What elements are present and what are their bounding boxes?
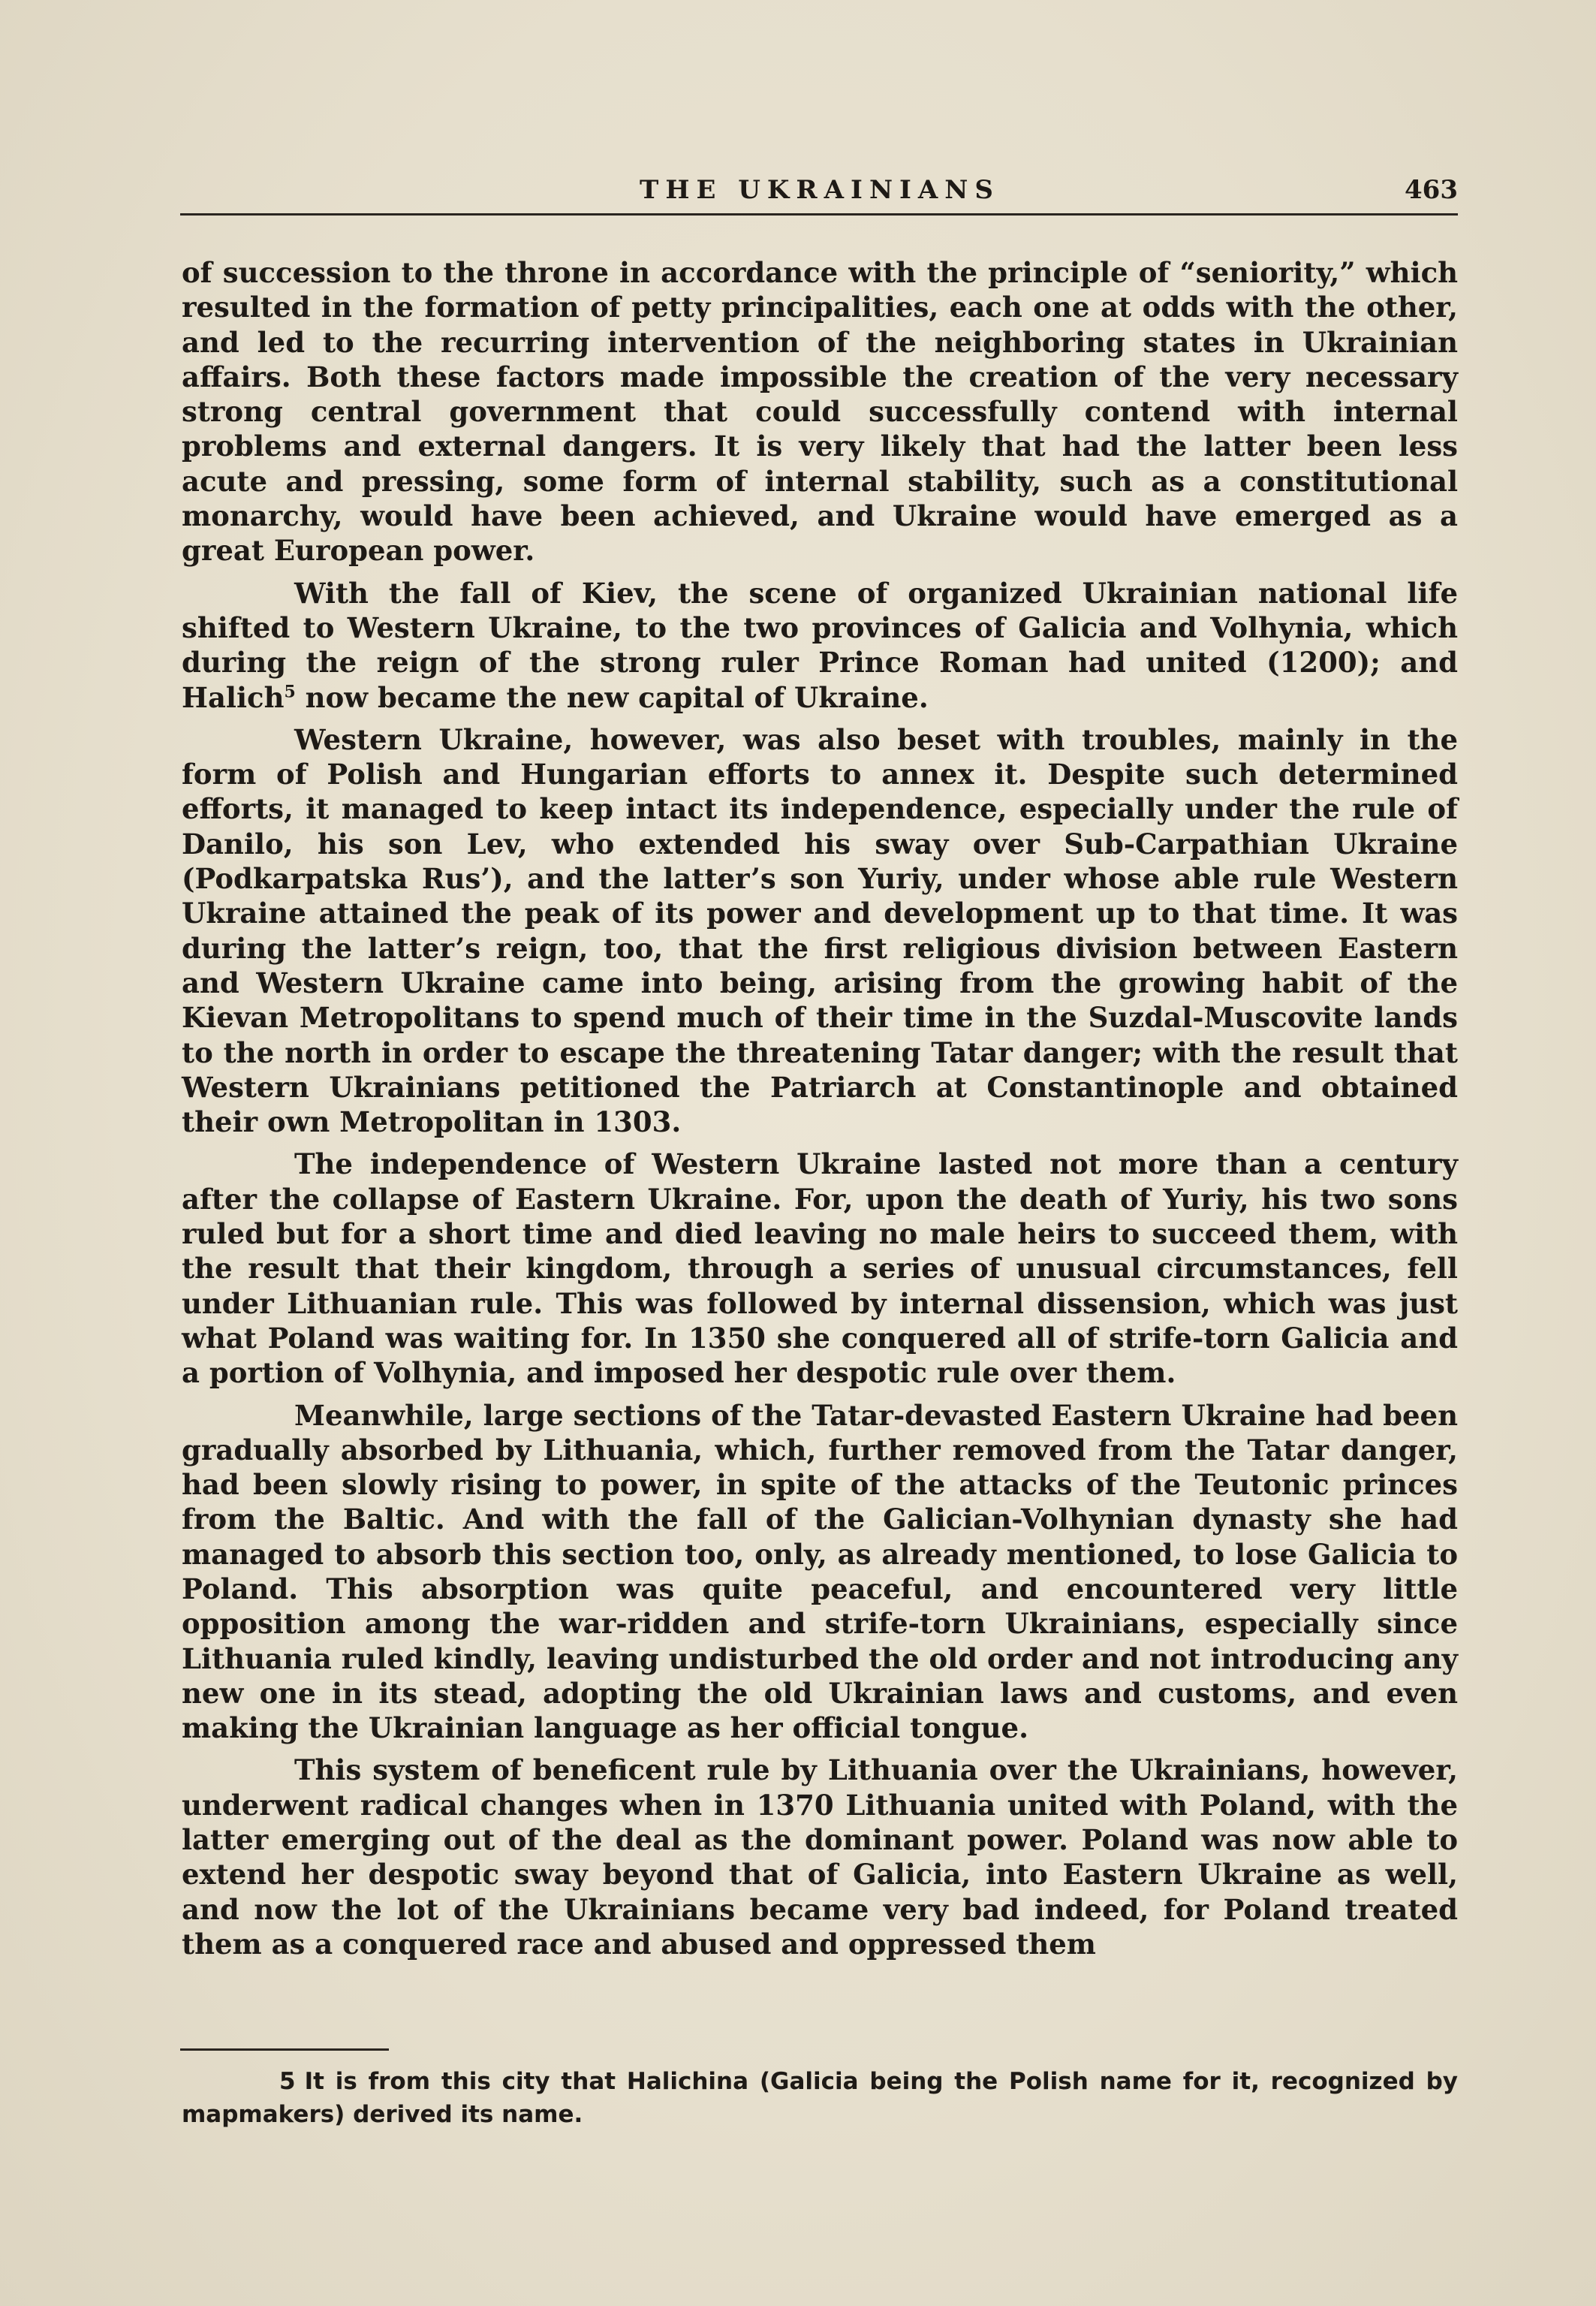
paragraph-6: This system of beneficent rule by Lithuania over the Ukrainians, however, underwent radical changes when in 1370 Lithuania united with Poland, with the latter emerging out of the deal as the dominant power. Poland was now able to extend her despotic sway beyond that of Galicia, into Eastern Ukraine as well, and now the lot of the Ukrainians became very bad indeed, for Poland treated them as a conquered race and abused and oppressed them <box>182 1753 1458 1961</box>
paragraph-3: Western Ukraine, however, was also beset with troubles, mainly in the form of Polish and Hungarian efforts to annex it. Despite such determined efforts, it managed to keep intact its independence, especially under the rule of Danilo, his son Lev, who extended his sway over Sub-Carpathian Ukraine (Podkarpatska Rus’), and the latter’s son Yuriy, under whose able rule Western Ukraine attained the peak of its power and development up to that time. It was during the latter’s reign, too, that the first religious division between Eastern and Western Ukraine came into being, arising from the growing habit of the Kievan Metropolitans to spend much of their time in the Suzdal-Muscovite lands to the north in order to escape the threatening Tatar danger; with the result that Western Ukrainians petitioned the Patriarch at Constantinople and obtained their own Metropolitan in 1303. <box>182 722 1458 1139</box>
paragraph-5: Meanwhile, large sections of the Tatar-devasted Eastern Ukraine had been gradually absorbed by Lithuania, which, further removed from the Tatar danger, had been slowly rising to power, in spite of the attacks of the Teutonic princes from the Baltic. And with the fall of the Galician-Volhynian dynasty she had managed to absorb this section too, only, as already mentioned, to lose Galicia to Poland. This absorption was quite peaceful, and encountered very little opposition among the war-ridden and strife-torn Ukrainians, especially since Lithuania ruled kindly, leaving undisturbed the old order and not introducing any new one in its stead, adopting the old Ukrainian laws and customs, and even making the Ukrainian language as her official tongue. <box>182 1398 1458 1745</box>
paragraph-1: of succession to the throne in accordance with the principle of “seniority,” which resulted in the formation of petty principalities, each one at odds with the other, and led to the recurring intervention of the neighboring states in Ukrainian affairs. Both these factors made impossible the creation of the very necessary strong central government that could successfully contend with internal problems and external dangers. It is very likely that had the latter been less acute and pressing, some form of internal stability, such as a constitutional monarchy, would have been achieved, and Ukraine would have emerged as a great European power. <box>182 256 1458 568</box>
paragraph-4: The independence of Western Ukraine lasted not more than a century after the collapse of Eastern Ukraine. For, upon the death of Yuriy, his two sons ruled but for a short time and died leaving no male heirs to succeed them, with the result that their kingdom, through a series of unusual circumstances, fell under Lithuanian rule. This was followed by internal dissension, which was just what Poland was waiting for. In 1350 she conquered all of strife-torn Galicia and a portion of Volhynia, and imposed her despotic rule over them. <box>182 1147 1458 1390</box>
paragraph-2-text-b: now became the new capital of Ukraine. <box>295 680 929 714</box>
paragraph-2-text-a: With the fall of Kiev, the scene of organized Ukrainian national life shifted to Western Ukraine, to the two provinces of Galicia and Volhynia, which during the reign of the strong ruler Prince Roman had united (1200); and Halich <box>182 576 1458 714</box>
header-rule <box>180 213 1458 216</box>
body-text <box>182 255 1458 1969</box>
footnote-reference: 5 <box>284 682 296 702</box>
running-head <box>182 171 1458 209</box>
footnote <box>182 2065 1458 2131</box>
paragraph-2 <box>182 576 1458 715</box>
page-number: 463 <box>1405 175 1458 205</box>
running-title: THE UKRAINIANS <box>640 175 1000 205</box>
footnote-mark: 5 <box>279 2068 296 2095</box>
footnote-rule <box>180 2048 389 2051</box>
footnote-text: It is from this city that Halichina (Galicia being the Polish name for it, recognized by mapmakers) derived its name. <box>182 2068 1458 2128</box>
